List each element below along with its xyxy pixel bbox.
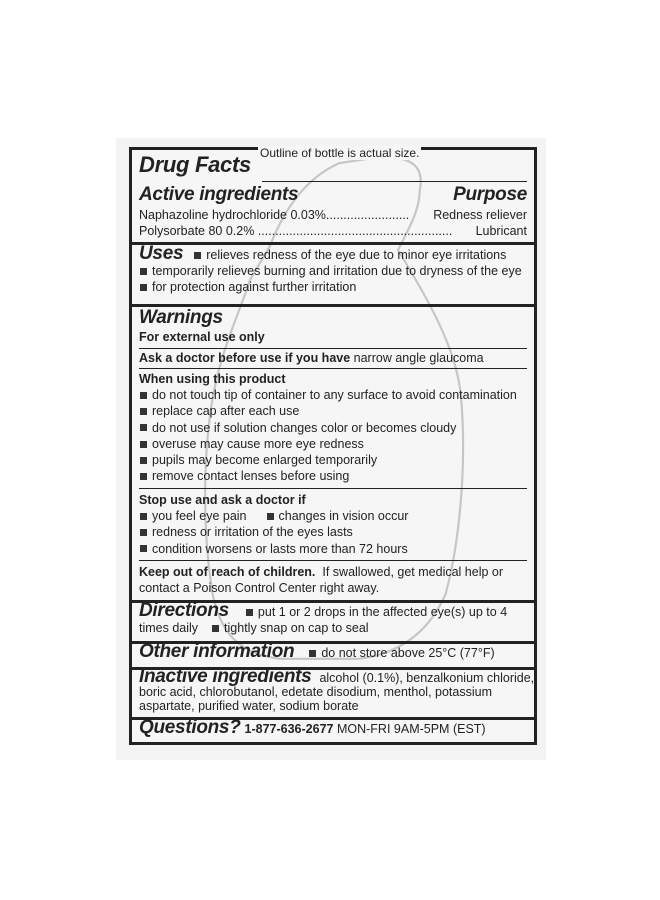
- directions-item: tightly snap on cap to seal: [224, 621, 369, 636]
- bullet-icon: [140, 457, 147, 464]
- stop-item: [139, 524, 527, 540]
- stop-item-text: redness or irritation of the eyes lasts: [152, 525, 353, 540]
- active-row: [139, 207, 527, 223]
- uses-heading: Uses: [139, 243, 184, 264]
- keep-out-line: [139, 564, 527, 580]
- other-info-heading: Other information: [139, 641, 295, 662]
- uses-line: [139, 279, 527, 295]
- active-row: [139, 223, 527, 239]
- purpose-heading: Purpose: [453, 184, 527, 205]
- uses-item: relieves redness of the eye due to minor eye irritations: [206, 248, 507, 262]
- ask-doctor-bold: Ask a doctor before use if you have: [139, 351, 351, 365]
- inactive-text-2: boric acid, chlorobutanol, edetate disodium, menthol, potassium: [139, 685, 492, 700]
- uses-item: for protection against further irritation: [152, 280, 357, 295]
- when-item: [139, 403, 527, 419]
- active-purpose: Redness reliever: [433, 208, 527, 222]
- keep-out-bold: Keep out of reach of children.: [139, 565, 316, 579]
- when-item: [139, 420, 527, 436]
- when-using-heading: When using this product: [139, 372, 286, 386]
- keep-out-rest-2: contact a Poison Control Center right away.: [139, 581, 380, 596]
- questions-phone: 1-877-636-2677: [244, 722, 334, 736]
- bullet-icon: [140, 284, 147, 291]
- questions-hours: MON-FRI 9AM-5PM (EST): [336, 722, 486, 736]
- when-item-text: do not touch tip of container to any surface to avoid contamination: [152, 388, 517, 403]
- bullet-icon: [140, 513, 147, 520]
- active-ingredient: Polysorbate 80 0.2% ........................................................: [139, 224, 453, 239]
- when-item: [139, 468, 527, 484]
- when-item-text: overuse may cause more eye redness: [152, 436, 364, 451]
- stop-item-text: condition worsens or lasts more than 72 hours: [152, 541, 408, 556]
- active-ingredient: Naphazoline hydrochloride 0.03%........................: [139, 208, 410, 222]
- active-purpose: Lubricant: [475, 224, 527, 239]
- other-info-item: do not store above 25°C (77°F): [321, 646, 495, 660]
- bullet-icon: [140, 268, 147, 275]
- inactive-line: [139, 666, 535, 687]
- other-info-line: [139, 641, 527, 662]
- bullet-icon: [140, 392, 147, 399]
- inactive-text-3: aspartate, purified water, sodium borate: [139, 698, 359, 713]
- when-item-text: pupils may become enlarged temporarily: [152, 453, 378, 468]
- stop-item: [139, 508, 527, 524]
- keep-out-rest: If swallowed, get medical help or: [322, 565, 504, 579]
- bullet-icon: [140, 529, 147, 536]
- active-ingredients-heading: Active ingredients: [139, 184, 299, 205]
- bullet-icon: [246, 609, 253, 616]
- stop-use-heading: Stop use and ask a doctor if: [139, 493, 306, 507]
- when-item: [139, 436, 527, 452]
- bullet-icon: [212, 625, 219, 632]
- external-use: For external use only: [139, 330, 265, 344]
- stop-item-text: you feel eye pain: [152, 509, 247, 524]
- when-item: [139, 387, 527, 403]
- bullet-icon: [140, 441, 147, 448]
- when-item-text: do not use if solution changes color or becomes cloudy: [152, 420, 457, 435]
- directions-line: [139, 620, 527, 636]
- bullet-icon: [140, 473, 147, 480]
- directions-heading: Directions: [139, 600, 229, 621]
- ask-doctor-rest: narrow angle glaucoma: [353, 351, 484, 365]
- drug-facts-title: Drug Facts: [139, 152, 251, 177]
- inactive-heading: Inactive ingredients: [139, 666, 312, 687]
- bullet-icon: [309, 650, 316, 657]
- uses-item: temporarily relieves burning and irritation due to dryness of the eye: [152, 264, 522, 279]
- questions-heading: Questions?: [139, 717, 241, 738]
- warnings-heading: Warnings: [139, 307, 223, 328]
- bullet-icon: [140, 424, 147, 431]
- inactive-text: alcohol (0.1%), benzalkonium chloride,: [319, 671, 535, 685]
- bullet-icon: [140, 408, 147, 415]
- stop-item-text: changes in vision occur: [278, 509, 409, 524]
- uses-line: [139, 263, 527, 279]
- bullet-icon: [194, 252, 201, 259]
- directions-item: put 1 or 2 drops in the affected eye(s) up to 4: [257, 605, 508, 619]
- when-item-text: remove contact lenses before using: [152, 469, 350, 484]
- directions-item-cont: times daily: [139, 621, 199, 636]
- directions-line: [139, 600, 527, 621]
- drug-facts-panel: [129, 147, 537, 745]
- uses-line: [139, 243, 527, 264]
- when-item-text: replace cap after each use: [152, 404, 300, 419]
- bullet-icon: [140, 545, 147, 552]
- bottle-note: Outline of bottle is actual size.: [260, 146, 420, 160]
- bullet-icon: [267, 513, 274, 520]
- questions-line: [139, 717, 527, 738]
- when-item: [139, 452, 527, 468]
- stop-item: [139, 541, 527, 557]
- ask-doctor-line: [139, 350, 527, 366]
